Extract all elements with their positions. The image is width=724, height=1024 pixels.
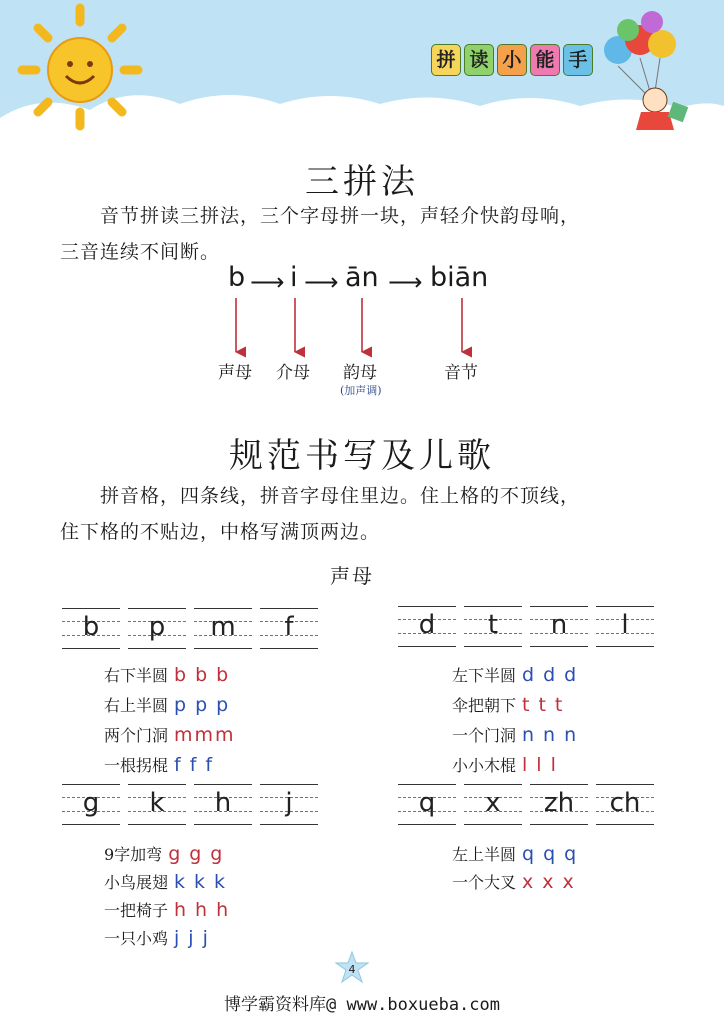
grid-cell xyxy=(62,608,120,652)
grid-cell xyxy=(194,608,252,652)
rhyme-text: 小小木棍 xyxy=(452,756,517,775)
section-title-three-spell: 三拼法 xyxy=(305,162,419,202)
grid-letter: l xyxy=(621,610,629,640)
rhyme-letters: qqq xyxy=(522,843,586,865)
rhyme-text: 右下半圆 xyxy=(104,666,169,685)
badge-char-4: 能 xyxy=(530,44,560,76)
rhyme-line xyxy=(104,896,237,924)
rhyme-line xyxy=(104,840,231,868)
grid-letter: h xyxy=(214,788,232,818)
rhyme-letters: lll xyxy=(522,754,565,776)
rhyme-line xyxy=(104,691,237,719)
subhead-initials: 声母 xyxy=(330,564,374,588)
flow-medial: i xyxy=(290,262,298,293)
flow-initial: b xyxy=(228,262,246,293)
flow-arrow-icon: ⟶ xyxy=(304,268,339,296)
label-final: 韵母 xyxy=(343,363,377,383)
rhyme-line xyxy=(104,661,237,689)
grid-letter: g xyxy=(82,788,100,818)
grid-cell xyxy=(260,608,318,652)
rhyme-text: 左上半圆 xyxy=(452,845,517,864)
grid-cell xyxy=(464,606,522,650)
page-number: 4 xyxy=(348,963,356,976)
rhyme-letters: fff xyxy=(174,754,222,776)
grid-cell xyxy=(530,784,588,828)
label-medial: 介母 xyxy=(276,363,310,383)
grid-cell xyxy=(128,784,186,828)
grid-cell xyxy=(596,784,654,828)
flow-syllable: biān xyxy=(430,262,489,293)
grid-cell xyxy=(398,784,456,828)
grid-letter: k xyxy=(149,788,165,818)
grid-letter: p xyxy=(148,612,166,642)
flow-arrow-icon: ⟶ xyxy=(250,268,285,296)
rhyme-text: 一把椅子 xyxy=(104,901,169,920)
rhyme-letters: xxx xyxy=(522,871,583,893)
grid-letter: d xyxy=(418,610,436,640)
rhyme-letters: ppp xyxy=(174,694,238,716)
rhyme-line xyxy=(104,868,234,896)
paragraph-line: 住下格的不贴边，中格写满顶两边。 xyxy=(60,521,381,543)
grid-cell xyxy=(464,784,522,828)
rhyme-text: 左下半圆 xyxy=(452,666,517,685)
grid-letter: t xyxy=(487,610,499,640)
rhyme-text: 一只小鸡 xyxy=(104,929,169,948)
grid-letter: ch xyxy=(609,788,641,818)
grid-letter: x xyxy=(485,788,501,818)
rhyme-line xyxy=(104,751,221,779)
rhyme-text: 一根拐棍 xyxy=(104,756,169,775)
rhyme-line xyxy=(104,721,236,749)
rhyme-letters: kkk xyxy=(174,871,235,893)
badge-char-2: 读 xyxy=(464,44,494,76)
grid-cell xyxy=(194,784,252,828)
rhyme-text: 9字加弯 xyxy=(104,845,163,864)
badge-char-3: 小 xyxy=(497,44,527,76)
rhyme-letters: ddd xyxy=(522,664,586,686)
rhyme-letters: ttt xyxy=(522,694,572,716)
flow-arrow-icon: ⟶ xyxy=(388,268,423,296)
rhyme-line xyxy=(452,840,585,868)
rhyme-line xyxy=(452,751,565,779)
header-badge xyxy=(431,44,593,76)
rhyme-line xyxy=(104,924,217,952)
footer-watermark: 博学霸资料库@ www.boxueba.com xyxy=(224,995,500,1015)
rhyme-text: 右上半圆 xyxy=(104,696,169,715)
flow-final: ān xyxy=(345,262,379,293)
grid-letter: j xyxy=(285,788,293,818)
paragraph-line: 音节拼读三拼法，三个字母拼一块，声轻介快韵母响， xyxy=(100,205,581,227)
label-initial: 声母 xyxy=(218,363,252,383)
grid-letter: f xyxy=(284,612,294,642)
rhyme-letters: jjj xyxy=(174,927,217,949)
rhyme-letters: hhh xyxy=(174,899,238,921)
grid-letter: m xyxy=(210,612,236,642)
grid-letter: zh xyxy=(543,788,575,818)
rhyme-text: 一个门洞 xyxy=(452,726,517,745)
rhyme-letters: nnn xyxy=(522,724,586,746)
badge-char-1: 拼 xyxy=(431,44,461,76)
rhyme-letters: mmm xyxy=(174,724,236,746)
rhyme-line xyxy=(452,661,585,689)
rhyme-text: 一个大叉 xyxy=(452,873,517,892)
rhyme-line xyxy=(452,868,583,896)
grid-cell xyxy=(260,784,318,828)
grid-cell xyxy=(398,606,456,650)
three-spell-paragraph xyxy=(60,198,680,270)
rhyme-letters: bbb xyxy=(174,664,238,686)
rhyme-letters: ggg xyxy=(168,843,232,865)
page-number-star-icon xyxy=(334,950,370,986)
rhyme-line xyxy=(452,721,585,749)
writing-paragraph xyxy=(60,478,680,550)
sky-header-banner xyxy=(0,0,724,140)
grid-cell xyxy=(530,606,588,650)
rhyme-text: 伞把朝下 xyxy=(452,696,517,715)
paragraph-line: 三音连续不间断。 xyxy=(60,241,221,263)
tone-note: (加声调) xyxy=(340,384,382,397)
grid-letter: n xyxy=(550,610,568,640)
section-title-writing: 规范书写及儿歌 xyxy=(229,436,495,476)
rhyme-text: 小鸟展翅 xyxy=(104,873,169,892)
grid-cell xyxy=(128,608,186,652)
badge-char-5: 手 xyxy=(563,44,593,76)
grid-letter: q xyxy=(418,788,436,818)
rhyme-text: 两个门洞 xyxy=(104,726,169,745)
grid-letter: b xyxy=(82,612,100,642)
down-arrows xyxy=(0,296,724,358)
grid-cell xyxy=(62,784,120,828)
grid-cell xyxy=(596,606,654,650)
rhyme-line xyxy=(452,691,571,719)
paragraph-line: 拼音格，四条线，拼音字母住里边。住上格的不顶线， xyxy=(100,485,581,507)
label-syllable: 音节 xyxy=(444,363,478,383)
